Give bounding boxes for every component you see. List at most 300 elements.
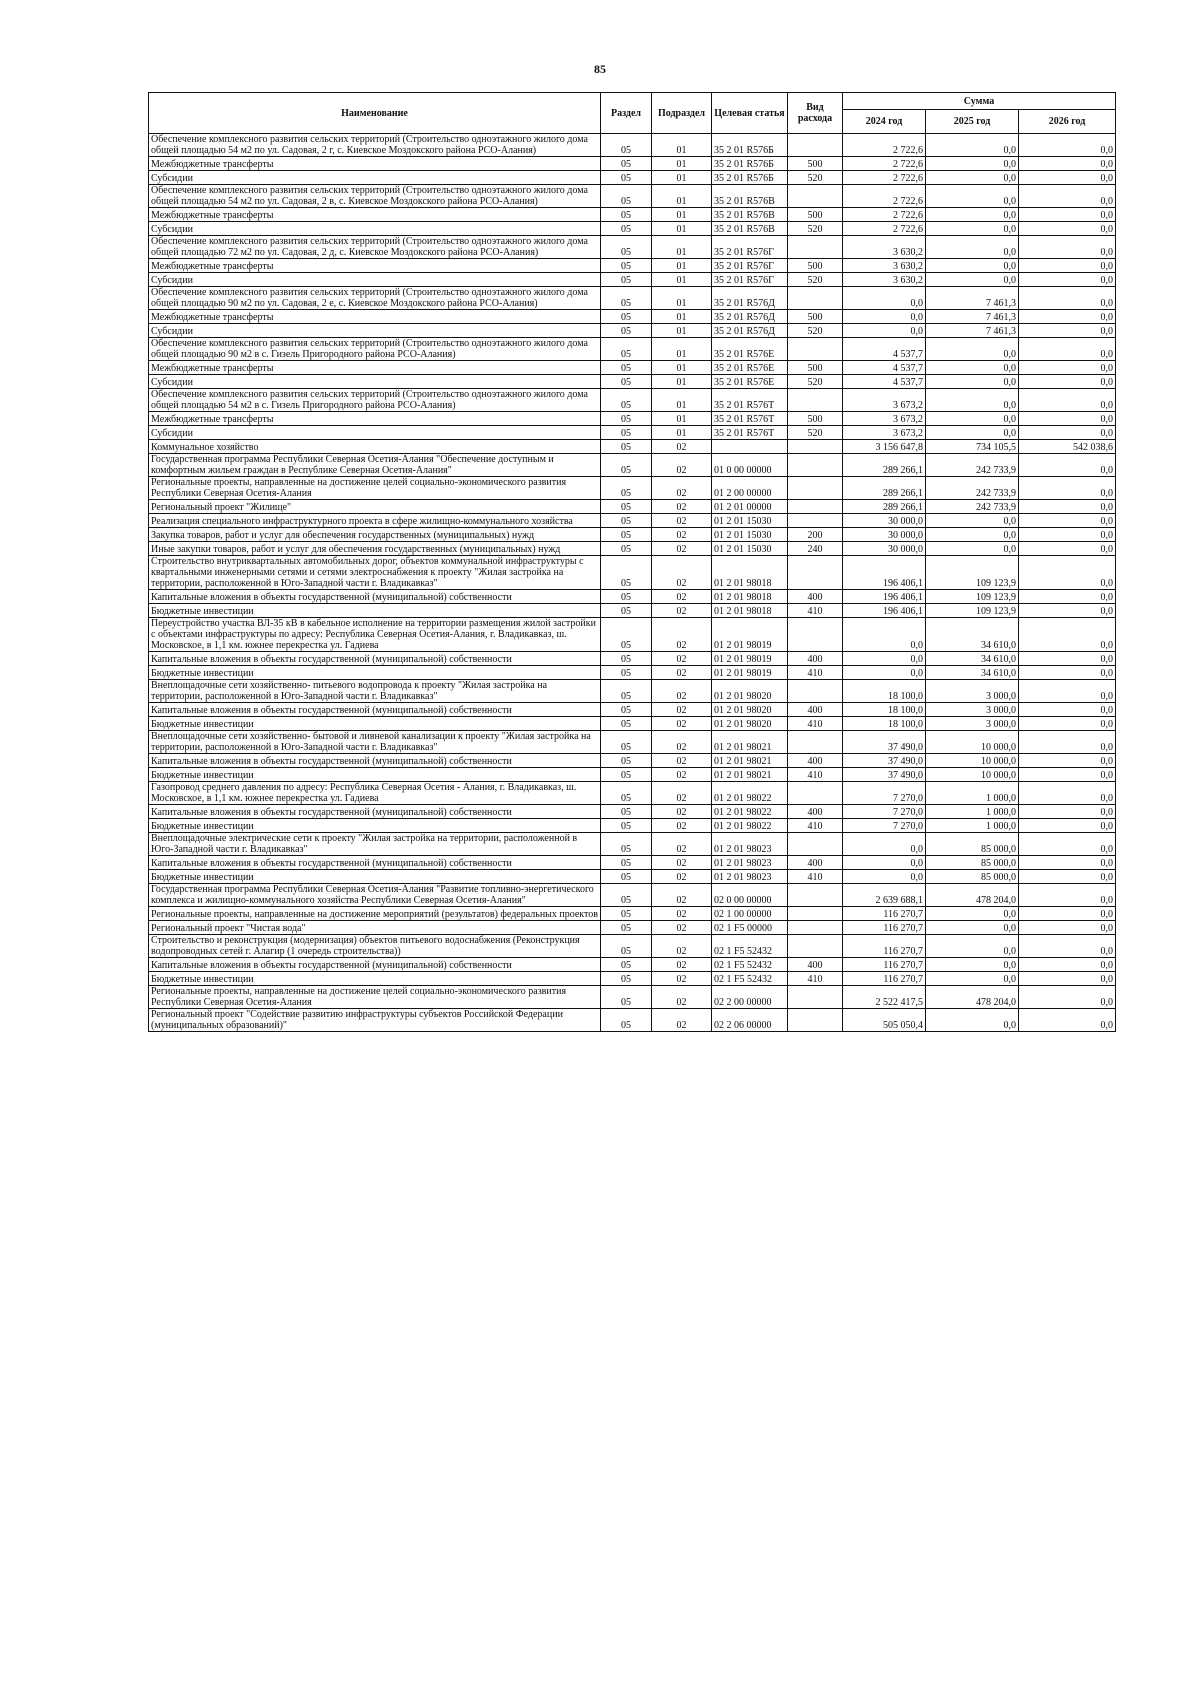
row-sum-2024: 3 673,2 [843,389,926,412]
row-name: Закупка товаров, работ и услуг для обеспечения государственных (муниципальных) нужд [149,528,601,542]
row-section: 05 [601,986,652,1009]
row-sum-2024: 3 630,2 [843,236,926,259]
row-section: 05 [601,604,652,618]
row-target: 35 2 01 R576Г [712,236,788,259]
row-name: Региональный проект "Содействие развитию инфраструктуры субъектов Российской Федерации (муниципальных образований)" [149,1009,601,1032]
row-sum-2025: 0,0 [926,134,1019,157]
row-target: 35 2 01 R576Т [712,412,788,426]
row-target: 01 2 01 15030 [712,528,788,542]
row-sum-2024: 3 673,2 [843,426,926,440]
row-subsection: 01 [652,236,712,259]
row-section: 05 [601,884,652,907]
row-name: Внеплощадочные электрические сети к проекту "Жилая застройка на территории, расположенной в Юго-Западной части г. Владикавказ" [149,833,601,856]
row-sum-2024: 30 000,0 [843,514,926,528]
row-sum-2025: 0,0 [926,157,1019,171]
row-section: 05 [601,426,652,440]
row-target: 35 2 01 R576Т [712,389,788,412]
row-sum-2026: 0,0 [1019,870,1116,884]
table-row [149,412,1116,426]
row-sum-2025: 109 123,9 [926,590,1019,604]
row-expense-type: 520 [788,375,843,389]
row-sum-2025: 1 000,0 [926,782,1019,805]
row-sum-2026: 0,0 [1019,907,1116,921]
row-target: 02 2 00 00000 [712,986,788,1009]
row-sum-2024: 18 100,0 [843,717,926,731]
row-sum-2025: 85 000,0 [926,870,1019,884]
row-subsection: 01 [652,412,712,426]
row-target: 01 2 01 98018 [712,604,788,618]
row-sum-2026: 0,0 [1019,236,1116,259]
row-section: 05 [601,542,652,556]
row-name: Межбюджетные трансферты [149,259,601,273]
row-sum-2025: 0,0 [926,412,1019,426]
row-target: 01 2 01 15030 [712,542,788,556]
row-target: 02 1 F5 00000 [712,921,788,935]
table-row [149,361,1116,375]
table-row [149,157,1116,171]
table-row [149,134,1116,157]
row-expense-type: 520 [788,324,843,338]
row-sum-2024: 18 100,0 [843,680,926,703]
table-row [149,273,1116,287]
row-sum-2026: 0,0 [1019,324,1116,338]
row-name: Строительство и реконструкция (модернизация) объектов питьевого водоснабжения (Реконструкция водопроводных сетей г. Алагир (1 очередь строительства)) [149,935,601,958]
row-expense-type: 400 [788,590,843,604]
row-sum-2024: 0,0 [843,666,926,680]
table-row [149,454,1116,477]
row-sum-2025: 242 733,9 [926,477,1019,500]
row-sum-2024: 3 156 647,8 [843,440,926,454]
row-subsection: 02 [652,680,712,703]
table-row [149,680,1116,703]
row-target: 02 2 06 00000 [712,1009,788,1032]
row-sum-2025: 1 000,0 [926,819,1019,833]
row-subsection: 02 [652,454,712,477]
row-expense-type: 410 [788,870,843,884]
header-subsection: Подраздел [652,93,712,134]
table-row [149,972,1116,986]
row-subsection: 02 [652,500,712,514]
row-subsection: 01 [652,389,712,412]
row-expense-type [788,134,843,157]
row-sum-2025: 0,0 [926,542,1019,556]
row-sum-2025: 7 461,3 [926,310,1019,324]
row-target: 01 2 01 98021 [712,754,788,768]
row-sum-2024: 18 100,0 [843,703,926,717]
row-sum-2024: 2 639 688,1 [843,884,926,907]
row-target: 35 2 01 R576Д [712,324,788,338]
row-subsection: 01 [652,134,712,157]
row-section: 05 [601,819,652,833]
row-expense-type: 500 [788,157,843,171]
row-section: 05 [601,185,652,208]
page-number: 85 [594,62,606,76]
row-sum-2026: 0,0 [1019,338,1116,361]
row-section: 05 [601,958,652,972]
table-row [149,754,1116,768]
row-subsection: 02 [652,833,712,856]
row-sum-2024: 0,0 [843,652,926,666]
row-sum-2026: 0,0 [1019,618,1116,652]
row-target: 35 2 01 R576Г [712,273,788,287]
row-expense-type [788,500,843,514]
row-name: Субсидии [149,273,601,287]
row-name: Капитальные вложения в объекты государственной (муниципальной) собственности [149,590,601,604]
row-sum-2026: 0,0 [1019,884,1116,907]
header-expense: Вид расхода [788,93,843,134]
row-target: 01 2 01 98020 [712,680,788,703]
row-sum-2025: 478 204,0 [926,986,1019,1009]
row-section: 05 [601,1009,652,1032]
row-subsection: 02 [652,819,712,833]
row-target: 01 2 01 98023 [712,856,788,870]
row-sum-2026: 542 038,6 [1019,440,1116,454]
row-sum-2026: 0,0 [1019,986,1116,1009]
row-expense-type: 200 [788,528,843,542]
row-sum-2025: 0,0 [926,361,1019,375]
row-section: 05 [601,768,652,782]
row-subsection: 02 [652,703,712,717]
row-sum-2025: 0,0 [926,907,1019,921]
row-expense-type [788,514,843,528]
row-expense-type [788,782,843,805]
row-sum-2024: 2 722,6 [843,185,926,208]
row-name: Бюджетные инвестиции [149,819,601,833]
row-sum-2026: 0,0 [1019,185,1116,208]
row-sum-2026: 0,0 [1019,454,1116,477]
table-row [149,731,1116,754]
row-expense-type: 520 [788,171,843,185]
row-name: Межбюджетные трансферты [149,208,601,222]
row-subsection: 01 [652,361,712,375]
row-expense-type: 500 [788,310,843,324]
row-section: 05 [601,375,652,389]
row-expense-type: 520 [788,222,843,236]
row-sum-2024: 2 522 417,5 [843,986,926,1009]
row-sum-2025: 242 733,9 [926,500,1019,514]
row-name: Реализация специального инфраструктурного проекта в сфере жилищно-коммунального хозяйства [149,514,601,528]
row-expense-type [788,454,843,477]
row-subsection: 01 [652,157,712,171]
row-sum-2024: 116 270,7 [843,958,926,972]
row-sum-2025: 1 000,0 [926,805,1019,819]
table-row [149,171,1116,185]
row-section: 05 [601,338,652,361]
row-sum-2025: 0,0 [926,375,1019,389]
row-section: 05 [601,273,652,287]
row-name: Межбюджетные трансферты [149,310,601,324]
row-sum-2024: 116 270,7 [843,907,926,921]
row-name: Субсидии [149,375,601,389]
row-expense-type [788,236,843,259]
row-name: Государственная программа Республики Северная Осетия-Алания "Развитие топливно-энергетического комплекса и жилищно-коммунального хозяйства Республики Северная Осетия-Алания" [149,884,601,907]
row-sum-2025: 109 123,9 [926,604,1019,618]
row-target: 01 2 01 98019 [712,652,788,666]
row-sum-2025: 3 000,0 [926,717,1019,731]
row-subsection: 01 [652,259,712,273]
table-row [149,236,1116,259]
header-section: Раздел [601,93,652,134]
row-target: 01 2 01 98019 [712,618,788,652]
table-row [149,768,1116,782]
row-target: 01 2 01 98018 [712,556,788,590]
row-sum-2024: 289 266,1 [843,500,926,514]
row-section: 05 [601,590,652,604]
row-sum-2026: 0,0 [1019,731,1116,754]
row-target: 02 1 F5 52432 [712,935,788,958]
row-sum-2024: 4 537,7 [843,375,926,389]
row-sum-2025: 0,0 [926,259,1019,273]
row-sum-2026: 0,0 [1019,935,1116,958]
row-section: 05 [601,361,652,375]
table-row [149,717,1116,731]
row-section: 05 [601,222,652,236]
row-target: 02 0 00 00000 [712,884,788,907]
row-target: 01 2 01 98022 [712,819,788,833]
row-sum-2025: 0,0 [926,185,1019,208]
row-section: 05 [601,259,652,273]
table-row [149,426,1116,440]
row-sum-2024: 196 406,1 [843,590,926,604]
row-subsection: 02 [652,618,712,652]
row-sum-2025: 10 000,0 [926,768,1019,782]
row-expense-type [788,884,843,907]
row-sum-2024: 196 406,1 [843,604,926,618]
row-sum-2024: 3 630,2 [843,273,926,287]
row-target: 35 2 01 R576Б [712,134,788,157]
row-sum-2024: 116 270,7 [843,935,926,958]
row-sum-2026: 0,0 [1019,666,1116,680]
row-sum-2025: 0,0 [926,514,1019,528]
header-name: Наименование [149,93,601,134]
row-subsection: 02 [652,556,712,590]
row-name: Капитальные вложения в объекты государственной (муниципальной) собственности [149,856,601,870]
row-name: Обеспечение комплексного развития сельских территорий (Строительство одноэтажного жилого дома общей площадью 54 м2 по ул. Садовая, 2 г, с. Киевское Моздокского района РСО-Алания) [149,134,601,157]
row-subsection: 02 [652,528,712,542]
row-sum-2026: 0,0 [1019,768,1116,782]
row-sum-2026: 0,0 [1019,1009,1116,1032]
row-section: 05 [601,236,652,259]
row-sum-2026: 0,0 [1019,819,1116,833]
row-sum-2026: 0,0 [1019,208,1116,222]
row-section: 05 [601,208,652,222]
row-section: 05 [601,324,652,338]
row-section: 05 [601,833,652,856]
row-subsection: 02 [652,440,712,454]
row-expense-type: 500 [788,259,843,273]
table-row [149,986,1116,1009]
row-sum-2025: 0,0 [926,958,1019,972]
row-name: Строительство внутриквартальных автомобильных дорог, объектов коммунальной инфраструктуры с квартальными инженерными сетями и сетями электроснабжения к проекту "Жилая застройка на территории, расположенной в Юго-Западной части г. Владикавказ" [149,556,601,590]
row-sum-2024: 7 270,0 [843,819,926,833]
row-sum-2026: 0,0 [1019,717,1116,731]
row-sum-2026: 0,0 [1019,477,1116,500]
table-row [149,440,1116,454]
row-expense-type: 410 [788,972,843,986]
row-sum-2024: 289 266,1 [843,477,926,500]
table-row [149,782,1116,805]
table-row [149,921,1116,935]
row-subsection: 02 [652,782,712,805]
table-row [149,477,1116,500]
row-sum-2026: 0,0 [1019,273,1116,287]
table-row [149,907,1116,921]
row-sum-2025: 3 000,0 [926,680,1019,703]
row-expense-type: 400 [788,958,843,972]
row-sum-2025: 0,0 [926,972,1019,986]
row-subsection: 01 [652,208,712,222]
row-sum-2024: 3 673,2 [843,412,926,426]
row-expense-type [788,618,843,652]
row-sum-2025: 10 000,0 [926,731,1019,754]
row-sum-2026: 0,0 [1019,259,1116,273]
row-sum-2025: 0,0 [926,338,1019,361]
row-sum-2026: 0,0 [1019,590,1116,604]
row-target: 01 2 01 98020 [712,717,788,731]
row-expense-type: 240 [788,542,843,556]
row-name: Обеспечение комплексного развития сельских территорий (Строительство одноэтажного жилого дома общей площадью 90 м2 в с. Гизель Пригородного района РСО-Алания) [149,338,601,361]
row-sum-2024: 37 490,0 [843,731,926,754]
row-section: 05 [601,717,652,731]
table-row [149,556,1116,590]
row-name: Внеплощадочные сети хозяйственно- бытовой и ливневой канализации к проекту "Жилая застройка на территории, расположенной в Юго-Западной части г. Владикавказ" [149,731,601,754]
table-row [149,652,1116,666]
row-name: Бюджетные инвестиции [149,768,601,782]
row-name: Внеплощадочные сети хозяйственно- питьевого водопровода к проекту "Жилая застройка на территории, расположенной в Юго-Западной части г. Владикавказ" [149,680,601,703]
row-subsection: 02 [652,604,712,618]
row-section: 05 [601,703,652,717]
row-expense-type: 410 [788,768,843,782]
row-section: 05 [601,310,652,324]
row-sum-2026: 0,0 [1019,361,1116,375]
row-sum-2024: 0,0 [843,870,926,884]
row-expense-type: 500 [788,412,843,426]
row-section: 05 [601,805,652,819]
table-row [149,500,1116,514]
row-sum-2026: 0,0 [1019,542,1116,556]
row-expense-type: 400 [788,856,843,870]
row-sum-2024: 7 270,0 [843,782,926,805]
row-target: 35 2 01 R576Д [712,287,788,310]
row-sum-2025: 0,0 [926,236,1019,259]
row-sum-2026: 0,0 [1019,652,1116,666]
row-name: Субсидии [149,324,601,338]
row-section: 05 [601,856,652,870]
row-section: 05 [601,870,652,884]
row-name: Региональные проекты, направленные на достижение целей социально-экономического развития Республики Северная Осетия-Алания [149,986,601,1009]
row-sum-2024: 7 270,0 [843,805,926,819]
row-target: 01 2 00 00000 [712,477,788,500]
row-sum-2025: 7 461,3 [926,324,1019,338]
row-sum-2025: 85 000,0 [926,833,1019,856]
row-section: 05 [601,921,652,935]
row-sum-2024: 0,0 [843,287,926,310]
row-expense-type: 410 [788,604,843,618]
row-expense-type: 500 [788,208,843,222]
row-subsection: 02 [652,1009,712,1032]
row-target: 35 2 01 R576В [712,185,788,208]
row-expense-type [788,907,843,921]
row-sum-2026: 0,0 [1019,426,1116,440]
row-sum-2026: 0,0 [1019,171,1116,185]
header-sum: Сумма [843,93,1116,110]
row-name: Иные закупки товаров, работ и услуг для обеспечения государственных (муниципальных) нужд [149,542,601,556]
row-sum-2025: 0,0 [926,171,1019,185]
row-subsection: 01 [652,222,712,236]
row-target: 02 1 F5 52432 [712,958,788,972]
row-section: 05 [601,454,652,477]
row-subsection: 02 [652,717,712,731]
row-section: 05 [601,731,652,754]
row-sum-2025: 34 610,0 [926,652,1019,666]
row-sum-2024: 2 722,6 [843,134,926,157]
row-name: Региональный проект "Чистая вода" [149,921,601,935]
row-sum-2024: 4 537,7 [843,361,926,375]
row-sum-2025: 7 461,3 [926,287,1019,310]
row-section: 05 [601,500,652,514]
row-sum-2026: 0,0 [1019,972,1116,986]
table-row [149,208,1116,222]
row-sum-2024: 3 630,2 [843,259,926,273]
row-target: 01 2 01 98020 [712,703,788,717]
row-subsection: 01 [652,185,712,208]
row-subsection: 02 [652,935,712,958]
row-expense-type: 410 [788,666,843,680]
row-name: Субсидии [149,426,601,440]
row-section: 05 [601,477,652,500]
row-subsection: 01 [652,273,712,287]
row-subsection: 02 [652,542,712,556]
row-expense-type: 400 [788,652,843,666]
row-name: Обеспечение комплексного развития сельских территорий (Строительство одноэтажного жилого дома общей площадью 54 м2 в с. Гизель Пригородного района РСО-Алания) [149,389,601,412]
row-expense-type [788,921,843,935]
row-target: 35 2 01 R576Г [712,259,788,273]
row-sum-2026: 0,0 [1019,514,1116,528]
budget-table [148,92,1116,1032]
table-row [149,375,1116,389]
table-row [149,666,1116,680]
row-expense-type [788,556,843,590]
row-sum-2026: 0,0 [1019,680,1116,703]
row-target: 35 2 01 R576Б [712,171,788,185]
row-sum-2024: 2 722,6 [843,157,926,171]
row-subsection: 02 [652,477,712,500]
row-subsection: 02 [652,958,712,972]
table-row [149,1009,1116,1032]
table-row [149,185,1116,208]
row-target: 01 2 01 98021 [712,768,788,782]
row-subsection: 01 [652,324,712,338]
row-sum-2026: 0,0 [1019,604,1116,618]
row-section: 05 [601,618,652,652]
row-target: 01 2 01 98021 [712,731,788,754]
row-sum-2025: 34 610,0 [926,666,1019,680]
row-expense-type: 410 [788,717,843,731]
row-sum-2024: 0,0 [843,618,926,652]
table-row [149,528,1116,542]
row-sum-2026: 0,0 [1019,805,1116,819]
row-subsection: 02 [652,590,712,604]
row-sum-2024: 505 050,4 [843,1009,926,1032]
row-expense-type [788,389,843,412]
row-subsection: 02 [652,652,712,666]
row-sum-2024: 289 266,1 [843,454,926,477]
row-subsection: 01 [652,338,712,361]
row-section: 05 [601,134,652,157]
row-subsection: 02 [652,768,712,782]
row-sum-2025: 478 204,0 [926,884,1019,907]
row-subsection: 02 [652,805,712,819]
